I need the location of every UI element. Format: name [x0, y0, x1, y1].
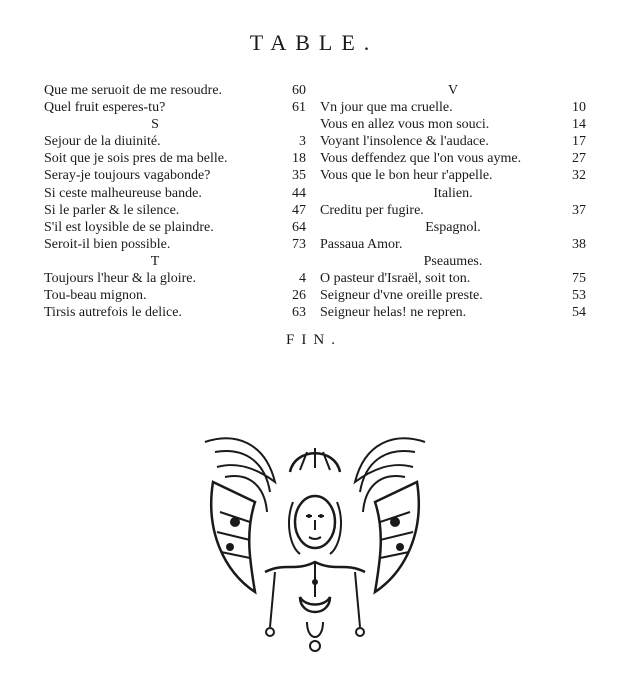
index-entry — [44, 287, 306, 304]
index-entry — [44, 219, 306, 236]
entry-title: Toujours l'heur & la gloire. — [44, 271, 197, 287]
entry-title: Que me seruoit de me resoudre. — [44, 83, 223, 98]
section-heading: T — [150, 253, 160, 269]
entry-title: Sejour de la diuinité. — [44, 134, 161, 150]
index-entry — [320, 116, 586, 133]
index-entry — [320, 133, 586, 150]
entry-page-number: 18 — [292, 151, 306, 167]
entry-page-number: 53 — [572, 288, 586, 304]
entry-page-number: 63 — [292, 305, 306, 321]
index-entry — [320, 99, 586, 116]
index-entry — [320, 202, 586, 219]
index-entry — [44, 185, 306, 202]
section-heading: Espagnol. — [425, 219, 481, 235]
entry-title: Seray-je toujours vagabonde? — [44, 168, 211, 184]
index-column-right — [320, 82, 586, 321]
index-entry — [320, 304, 586, 321]
index-entry — [44, 99, 306, 116]
section-heading: Pseaumes. — [423, 253, 483, 269]
index-entry — [44, 150, 306, 167]
entry-page-number: 27 — [572, 151, 586, 167]
entry-title: Si le parler & le silence. — [44, 202, 180, 218]
entry-page-number: 32 — [572, 168, 586, 184]
index-entry — [44, 133, 306, 150]
entry-page-number: 10 — [572, 100, 586, 116]
index-entry — [44, 82, 306, 99]
index-entry — [320, 150, 586, 167]
page-title: TABLE. — [249, 30, 379, 55]
entry-title: Tou-beau mignon. — [44, 288, 147, 304]
entry-title: Soit que je sois pres de ma belle. — [44, 151, 228, 167]
index-column-left — [44, 82, 306, 321]
fin-mark: FIN. — [286, 332, 342, 348]
index-entry — [44, 202, 306, 219]
entry-page-number: 64 — [292, 219, 306, 235]
entry-title: O pasteur d'Israël, soit ton. — [320, 271, 471, 287]
entry-title: Si ceste malheureuse bande. — [44, 185, 202, 201]
index-entry — [44, 167, 306, 184]
entry-title: Vous que le bon heur r'appelle. — [320, 168, 493, 184]
index-entry — [44, 236, 306, 253]
entry-page-number: 37 — [572, 202, 586, 218]
entry-page-number: 35 — [292, 168, 306, 184]
entry-title: Vous deffendez que l'on vous ayme. — [320, 151, 522, 167]
entry-page-number: 14 — [572, 117, 586, 133]
entry-page-number: 47 — [292, 202, 306, 218]
entry-title: Quel fruit esperes-tu? — [44, 100, 166, 116]
section-heading: Italien. — [433, 185, 473, 201]
entry-title: Seigneur helas! ne repren. — [320, 305, 467, 321]
section-heading: V — [447, 83, 459, 98]
entry-page-number: 4 — [299, 271, 306, 287]
entry-page-number: 26 — [292, 288, 306, 304]
entry-title: Vous en allez vous mon souci. — [320, 117, 490, 133]
index-entry — [44, 270, 306, 287]
entry-title: Seigneur d'vne oreille preste. — [320, 288, 483, 304]
entry-title: Voyant l'insolence & l'audace. — [320, 134, 489, 150]
entry-title: Vn jour que ma cruelle. — [320, 100, 453, 116]
entry-page-number: 38 — [572, 236, 586, 252]
entry-title: Passaua Amor. — [320, 236, 403, 252]
entry-page-number: 44 — [292, 185, 306, 201]
entry-page-number: 75 — [572, 271, 586, 287]
ornament-woodcut — [195, 422, 435, 660]
entry-page-number: 17 — [572, 134, 586, 150]
entry-page-number: 54 — [572, 305, 586, 321]
entry-title: S'il est loysible de se plaindre. — [44, 219, 214, 235]
entry-page-number: 3 — [299, 134, 306, 150]
entry-page-number: 60 — [292, 83, 306, 98]
index-entry — [320, 167, 586, 184]
index-entry — [320, 236, 586, 253]
index-entry — [44, 304, 306, 321]
entry-title: Seroit-il bien possible. — [44, 236, 171, 252]
entry-page-number: 73 — [292, 236, 306, 252]
index-entry — [320, 287, 586, 304]
entry-page-number: 61 — [292, 100, 306, 116]
entry-title: Tirsis autrefois le delice. — [44, 305, 182, 321]
index-entry — [320, 270, 586, 287]
entry-title: Creditu per fugire. — [320, 202, 424, 218]
section-heading: S — [151, 117, 159, 133]
